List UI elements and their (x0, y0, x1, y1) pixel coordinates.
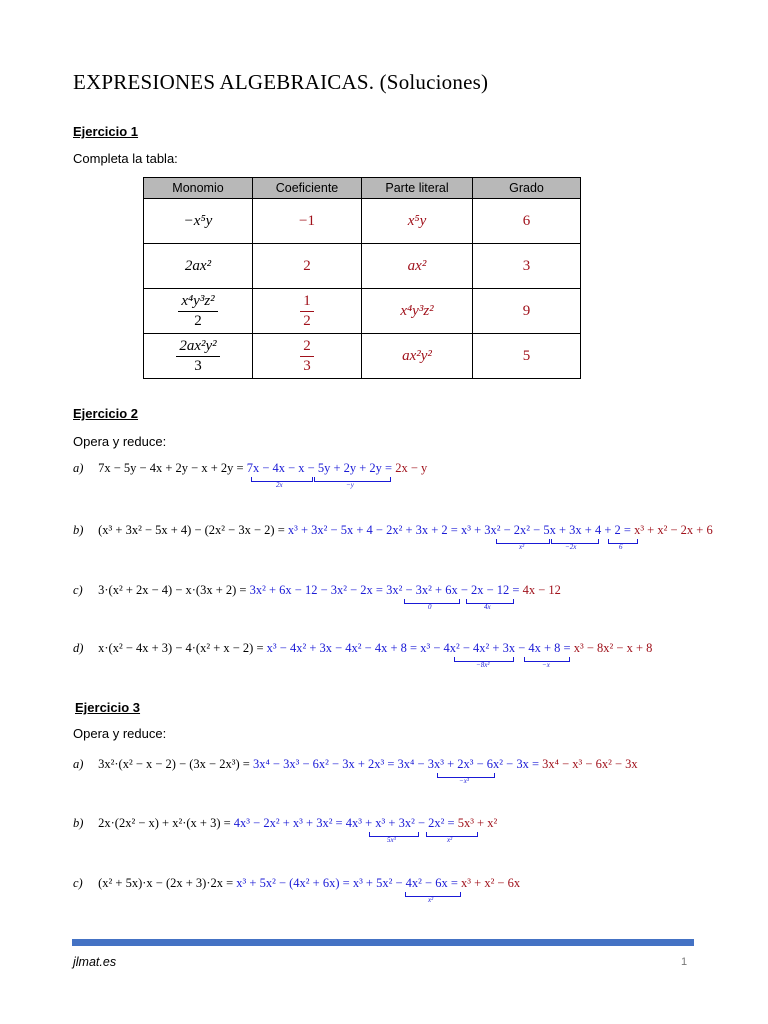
underbrace-label: −2x (565, 543, 577, 551)
coeficiente-cell: −1 (253, 199, 362, 244)
grado-cell: 5 (473, 334, 581, 379)
equation-lhs: 2x·(2x² − x) + x²·(x + 3) = (98, 816, 231, 830)
coef-denominator: 2 (303, 312, 311, 329)
page-number: 1 (681, 956, 688, 968)
equation-lhs: 3·(x² + 2x − 4) − x·(3x + 2) = (98, 583, 247, 597)
exercise-1-instruction: Completa la tabla: (73, 151, 178, 166)
equation-lhs: 7x − 5y − 4x + 2y − x + 2y = (98, 461, 244, 475)
footer-bar (72, 939, 694, 946)
coef-numerator: 2 (300, 338, 314, 357)
parte-literal-cell: x⁵y (362, 199, 473, 244)
equation-lhs: 3x²·(x² − x − 2) − (3x − 2x³) = (98, 757, 250, 771)
item-label: b) (73, 523, 84, 537)
equation-result: x³ + x² − 2x + 6 (634, 523, 713, 537)
equation-2c (73, 583, 561, 598)
coef-numerator: 1 (300, 293, 314, 312)
underbrace-label: −x (542, 661, 550, 669)
equation-work: 4x³ − 2x² + x³ + 3x² = 4x³ + x³ + 3x² − 2x² = (233, 816, 455, 830)
monomio-cell: −x⁵y (144, 199, 253, 244)
equation-result: 4x − 12 (522, 583, 561, 597)
monomio-denominator: 2 (194, 312, 202, 329)
underbrace-label: −y (346, 481, 354, 489)
grado-cell: 3 (473, 244, 581, 289)
item-label: c) (73, 583, 83, 597)
underbrace (608, 539, 638, 544)
equation-result: 2x − y (395, 461, 428, 475)
underbrace-label: 6 (619, 543, 623, 551)
exercise-1-heading: Ejercicio 1 (73, 124, 139, 139)
grado-cell: 6 (473, 199, 581, 244)
equation-work: 7x − 4x − x − 5y + 2y + 2y = (246, 461, 393, 475)
underbrace-label: −8x² (476, 661, 490, 669)
coeficiente-cell (253, 334, 362, 379)
grado-cell: 9 (473, 289, 581, 334)
equation-result: x³ − 8x² − x + 8 (573, 641, 653, 655)
exercise-3-heading: Ejercicio 3 (75, 700, 141, 715)
item-label: a) (73, 757, 84, 771)
item-label: b) (73, 816, 84, 830)
equation-result: 3x⁴ − x³ − 6x² − 3x (542, 757, 638, 771)
equation-lhs: (x² + 5x)·x − (2x + 3)·2x = (98, 876, 234, 890)
item-label: c) (73, 876, 83, 890)
item-label: a) (73, 461, 84, 475)
underbrace-label: 5x³ (387, 836, 396, 844)
monomio-cell (144, 289, 253, 334)
underbrace-label: −x³ (459, 777, 469, 785)
coef-denominator: 3 (303, 357, 311, 374)
equation-lhs: x·(x² − 4x + 3) − 4·(x² + x − 2) = (98, 641, 264, 655)
monomio-numerator: x⁴y³z² (178, 293, 217, 312)
equation-work: x³ + 5x² − (4x² + 6x) = x³ + 5x² − 4x² − 6x = (236, 876, 458, 890)
page-title: EXPRESIONES ALGEBRAICAS. (Soluciones) (73, 70, 489, 94)
equation-result: 5x³ + x² (457, 816, 498, 830)
equation-work: 3x⁴ − 3x³ − 6x² − 3x + 2x³ = 3x⁴ − 3x³ + 2x³ − 6x² − 3x = (252, 757, 540, 771)
monomio-denominator: 3 (194, 357, 202, 374)
exercise-3-instruction: Opera y reduce: (73, 726, 167, 741)
equation-3c (73, 876, 520, 891)
exercise-2-instruction: Opera y reduce: (73, 434, 167, 449)
table-row (144, 199, 581, 244)
col-header-parte-literal: Parte literal (362, 178, 473, 199)
monomio-cell (144, 334, 253, 379)
col-header-monomio: Monomio (144, 178, 253, 199)
underbrace-label: x² (428, 896, 434, 904)
monomial-table (143, 177, 581, 379)
table-row (144, 244, 581, 289)
underbrace-label: 0 (428, 603, 432, 611)
equation-2b (73, 523, 713, 538)
equation-work: x³ − 4x² + 3x − 4x² − 4x + 8 = x³ − 4x² − 4x² + 3x − 4x + 8 = (266, 641, 571, 655)
equation-work: 3x² + 6x − 12 − 3x² − 2x = 3x² − 3x² + 6x − 2x − 12 = (249, 583, 520, 597)
equation-2a (73, 461, 427, 476)
table-row (144, 334, 581, 379)
col-header-coeficiente: Coeficiente (253, 178, 362, 199)
underbrace (404, 599, 460, 604)
underbrace-label: x² (447, 836, 453, 844)
parte-literal-cell: ax² (362, 244, 473, 289)
equation-2d (73, 641, 652, 656)
table-row (144, 289, 581, 334)
coeficiente-cell: 2 (253, 244, 362, 289)
equation-3b (73, 816, 497, 831)
col-header-grado: Grado (473, 178, 581, 199)
coeficiente-cell (253, 289, 362, 334)
monomio-numerator: 2ax²y² (176, 338, 219, 357)
footer-site: jlmat.es (73, 955, 117, 969)
exercise-2-heading: Ejercicio 2 (73, 406, 139, 421)
parte-literal-cell: ax²y² (362, 334, 473, 379)
item-label: d) (73, 641, 84, 655)
equation-lhs: (x³ + 3x² − 5x + 4) − (2x² − 3x − 2) = (98, 523, 285, 537)
underbrace-label: 4x (484, 603, 491, 611)
equation-work: x³ + 3x² − 5x + 4 − 2x² + 3x + 2 = x³ + 3x² − 2x² − 5x + 3x + 4 + 2 = (287, 523, 631, 537)
monomio-cell: 2ax² (144, 244, 253, 289)
equation-3a (73, 757, 638, 772)
equation-result: x³ + x² − 6x (461, 876, 521, 890)
parte-literal-cell: x⁴y³z² (362, 289, 473, 334)
underbrace-label: x² (519, 543, 525, 551)
underbrace-label: 2x (276, 481, 283, 489)
